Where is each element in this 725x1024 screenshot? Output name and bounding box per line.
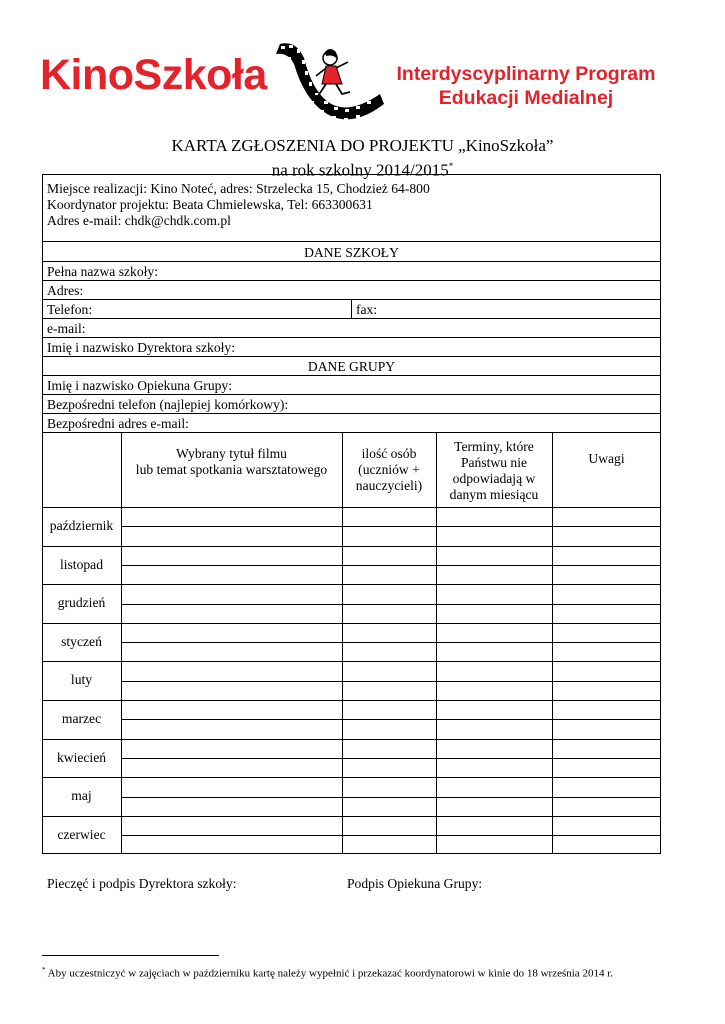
col-dates-header-line: danym miesiącu [449,487,539,502]
coordinator-line: Koordynator projektu: Beata Chmielewska, Tel: 663300631 [47,197,373,212]
entry-divider [121,565,661,566]
col-film-header-line: lub temat spotkania warsztatowego [135,462,328,477]
group-section-heading: DANE GRUPY [307,359,396,374]
program-line-2: Edukacji Medialnej [438,87,614,109]
school-email-field[interactable]: e-mail: [47,321,86,336]
guardian-name-field[interactable]: Imię i nazwisko Opiekuna Grupy: [47,378,232,393]
kinoszkola-logo: KinoSzkoła [40,51,267,99]
divider [42,394,661,395]
col-film-header-line: Wybrany tytuł filmu [176,446,287,461]
divider [42,241,661,242]
school-fax-field[interactable]: fax: [356,302,378,317]
col-dates-header-line: odpowiadają w [452,471,536,486]
divider [351,299,352,318]
divider [42,280,661,281]
school-address-field[interactable]: Adres: [47,283,84,298]
footnote-text: Aby uczestniczyć w zajęciach w październiku kartę należy wypełnić i przekazać koordynatorowi w kinie do 18 września 2014 r. [45,967,613,980]
divider [42,375,661,376]
month-divider [42,584,661,585]
entry-divider [121,758,661,759]
col-notes-header: Uwagi [588,451,625,466]
footnote-divider [42,955,219,956]
month-divider [42,739,661,740]
col-dates-header-line: Terminy, które [454,439,534,454]
col-count-header-line: ilość osób [361,446,417,461]
col-dates-header [436,439,552,503]
director-signature-label: Pieczęć i podpis Dyrektora szkoły: [47,876,237,891]
month-label: marzec [61,711,102,726]
month-divider [42,661,661,662]
month-label: kwiecień [56,749,107,765]
month-label: grudzień [57,595,106,611]
header [0,0,725,130]
col-dates-header-line: Państwu nie [460,455,528,470]
divider [42,507,661,508]
month-divider [42,700,661,701]
program-line-1: Interdyscyplinarny Program [396,63,656,85]
month-label: styczeń [61,633,102,649]
contact-email-line: Adres e-mail: chdk@chdk.com.pl [47,213,231,228]
guardian-signature-label: Podpis Opiekuna Grupy: [347,876,483,891]
divider [42,356,661,357]
month-divider [42,816,661,817]
divider [42,337,661,338]
month-label: październik [49,518,114,533]
entry-divider [121,681,661,682]
school-year: na rok szkolny 2014/2015 [271,160,449,180]
month-label: listopad [59,556,104,572]
venue-line: Miejsce realizacji: Kino Noteć, adres: Strzelecka 15, Chodzież 64-800 [47,181,430,196]
entry-divider [121,526,661,527]
col-count-header-line: nauczycieli) [355,478,423,493]
entry-divider [121,797,661,798]
school-section-heading: DANE SZKOŁY [304,245,399,260]
col-film-header [121,446,342,478]
footnote-mark: * [42,966,46,974]
entry-divider [121,719,661,720]
month-label: czerwiec [57,826,106,842]
entry-divider [121,835,661,836]
school-name-field[interactable]: Pełna nazwa szkoły: [47,264,158,279]
divider [42,432,661,433]
month-label: maj [71,788,92,804]
divider [42,261,661,262]
month-divider [42,777,661,778]
program-title [388,62,664,110]
month-divider [42,546,661,547]
footnote-mark: * [448,161,454,171]
film-strip-girl-logo-icon [268,38,388,122]
col-count-header [342,446,436,494]
month-divider [42,623,661,624]
guardian-phone-field[interactable]: Bezpośredni telefon (najlepiej komórkowy): [47,397,289,412]
director-name-field[interactable]: Imię i nazwisko Dyrektora szkoły: [47,340,235,355]
divider [42,413,661,414]
col-count-header-line: (uczniów + [358,462,420,477]
entry-divider [121,604,661,605]
entry-divider [121,642,661,643]
footnote [42,966,613,980]
school-phone-field[interactable]: Telefon: [47,302,93,317]
guardian-email-field[interactable]: Bezpośredni adres e-mail: [47,416,189,431]
form-title: KARTA ZGŁOSZENIA DO PROJEKTU „KinoSzkoła” [171,136,554,155]
month-label: luty [70,672,93,688]
divider [42,318,661,319]
